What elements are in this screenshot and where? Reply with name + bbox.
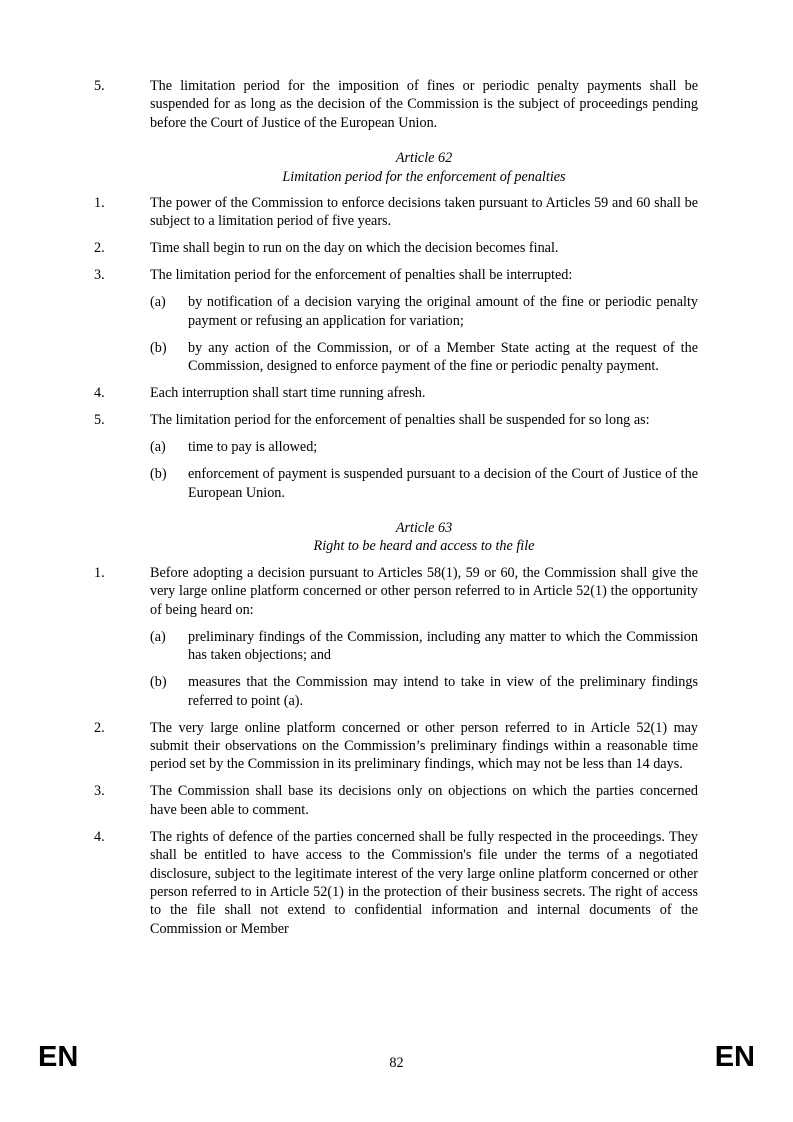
article-title: Limitation period for the enforcement of penalties (282, 168, 566, 185)
paragraph-text: The Commission shall base its decisions only on objections on which the parties concerned have been able to comment. (150, 783, 698, 818)
article-title: Right to be heard and access to the file (313, 538, 535, 555)
list-item (0, 673, 793, 710)
paragraph-text: Time shall begin to run on the day on which the decision becomes final. (150, 240, 559, 257)
paragraph-number: 2. (94, 719, 105, 736)
paragraph-text: Each interruption shall start time running afresh. (150, 385, 426, 402)
paragraph-number: 4. (94, 385, 105, 402)
list-item (0, 293, 793, 330)
paragraph-number: 3. (94, 267, 105, 284)
paragraph (0, 719, 793, 774)
item-label: (b) (150, 674, 167, 691)
item-text: by notification of a decision varying the original amount of the fine or periodic penalty payment or refusing an application for variation; (188, 294, 698, 329)
language-code: EN (714, 1041, 755, 1073)
item-text: measures that the Commission may intend to take in view of the preliminary findings referred to point (a). (188, 674, 698, 709)
paragraph (0, 384, 793, 402)
paragraph-number: 1. (94, 564, 105, 581)
article-63-heading (150, 519, 698, 556)
item-text: by any action of the Commission, or of a Member State acting at the request of the Commission, designed to enforce payment of the fine or periodic penalty payment. (188, 339, 698, 375)
paragraph-text: The limitation period for the enforcement of penalties shall be suspended for so long as: (150, 412, 650, 429)
paragraph (0, 239, 793, 257)
list-item (0, 339, 793, 376)
paragraph-text: The very large online platform concerned or other person referred to in Article 52(1) may submit their observations on the Commission’s preliminary findings within a reasonable time period set by the Commission in its preliminary findings, which may not be less than 14 days. (150, 719, 698, 773)
paragraph (0, 782, 793, 819)
paragraph (0, 194, 793, 231)
paragraph-number: 3. (94, 783, 105, 800)
page-number: 82 (389, 1055, 404, 1071)
paragraph (0, 266, 793, 284)
article-62-heading (150, 149, 698, 186)
item-text: preliminary findings of the Commission, including any matter to which the Commission has taken objections; and (188, 628, 698, 664)
paragraph-number: 1. (94, 195, 105, 212)
paragraph-text: The limitation period for the imposition of fines or periodic penalty payments shall be suspended for as long as the decision of the Commission is the subject of proceedings pending before the Court of Justice of the European Union. (150, 78, 698, 131)
page-footer (0, 1040, 793, 1080)
paragraph-text: Before adopting a decision pursuant to Articles 58(1), 59 or 60, the Commission shall give the very large online platform concerned or other person referred to in Article 52(1) the opportunity of being heard on: (150, 564, 698, 618)
paragraph (0, 564, 793, 619)
item-label: (a) (150, 628, 166, 645)
paragraph-number: 2. (94, 240, 105, 257)
list-item (0, 438, 793, 456)
list-item (0, 465, 793, 502)
paragraph-number: 5. (94, 412, 105, 429)
paragraph-text: The limitation period for the enforcement of penalties shall be interrupted: (150, 267, 573, 284)
item-label: (b) (150, 339, 167, 356)
paragraph (0, 77, 793, 132)
paragraph-number: 4. (94, 828, 105, 845)
list-item (0, 628, 793, 665)
language-code: EN (38, 1041, 79, 1073)
paragraph-text: The power of the Commission to enforce decisions taken pursuant to Articles 59 and 60 shall be subject to a limitation period of five years. (150, 195, 698, 230)
article-number: Article 62 (395, 150, 453, 167)
item-label: (a) (150, 294, 166, 311)
paragraph (0, 828, 793, 938)
document-body (0, 77, 793, 947)
article-number: Article 63 (395, 520, 453, 537)
item-text: time to pay is allowed; (188, 439, 318, 456)
item-label: (a) (150, 439, 166, 456)
paragraph-number: 5. (94, 78, 105, 94)
paragraph-text: The rights of defence of the parties concerned shall be fully respected in the proceedings. They shall be entitled to have access to the Commission's file under the terms of a negotiated disclosure, subject to the legitimate interest of the very large online platform concerned or other person referred to in Article 52(1) in the protection of their business secrets. The right of access to the file shall not extend to confidential information and internal documents of the Commission or Member (150, 828, 698, 937)
item-text: enforcement of payment is suspended pursuant to a decision of the Court of Justice of the European Union. (188, 466, 698, 501)
paragraph (0, 411, 793, 429)
item-label: (b) (150, 466, 167, 483)
